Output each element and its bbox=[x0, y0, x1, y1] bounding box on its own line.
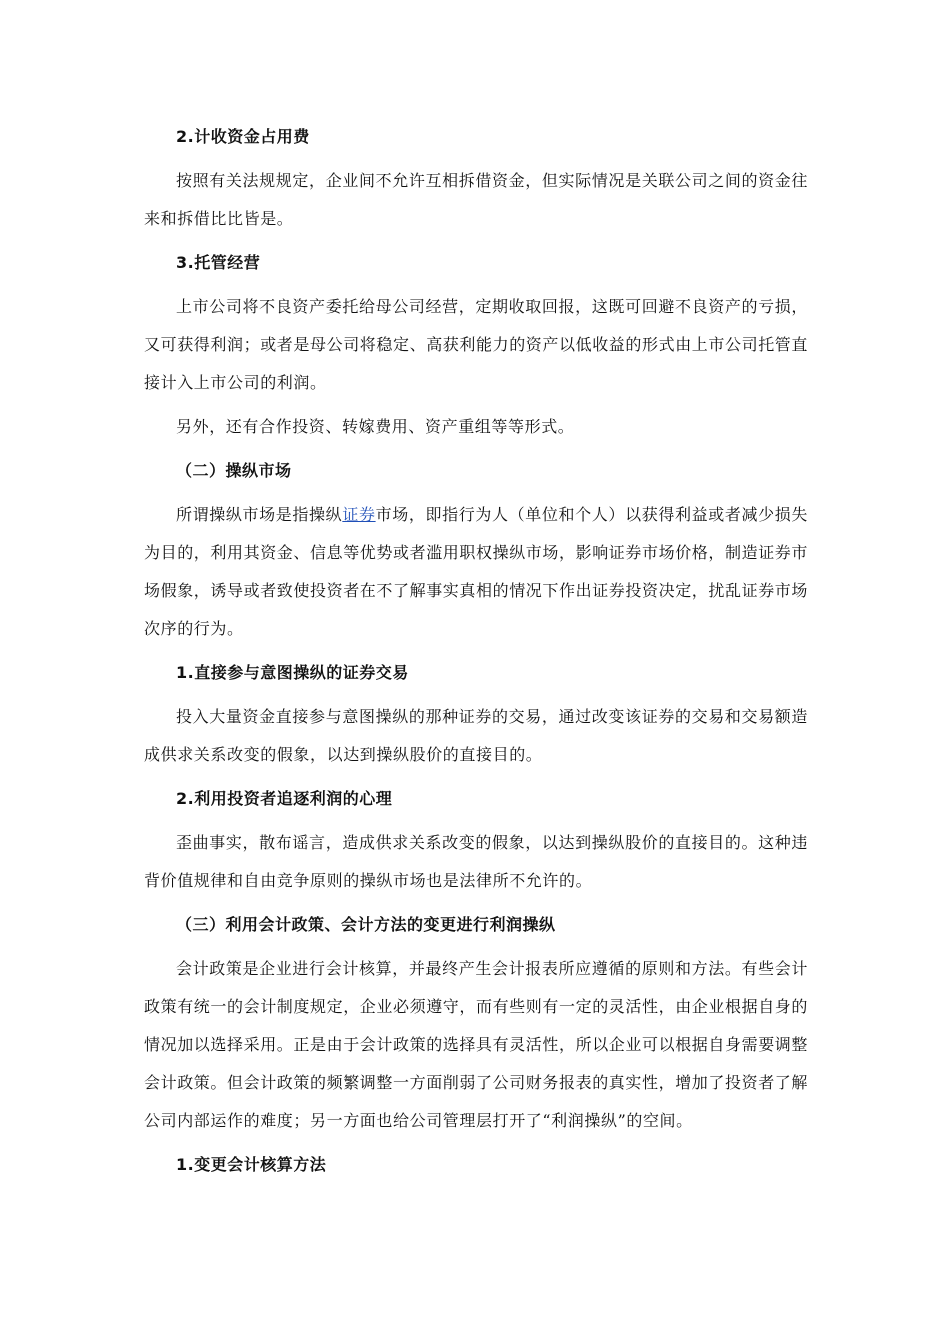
market-text-end: 市场，即指行为人（单位和个人）以获得利益或者减少损失为目的，利用其资金、信息等优势或者滥用职权操纵市场，影响证券市场价格，制造证券市场假象，诱导或者致使投资者在不了解事实真相的情况下作出证券投资决定，扰乱证券市场次序的行为。 bbox=[144, 505, 809, 638]
securities-link[interactable]: 证券 bbox=[342, 505, 376, 524]
heading-trust-management: 3.托管经营 bbox=[176, 253, 261, 272]
document-page bbox=[144, 118, 808, 1190]
heading-fund-fee: 2.计收资金占用费 bbox=[176, 127, 310, 146]
paragraph-trust-management: 上市公司将不良资产委托给母公司经营，定期收取回报，这既可回避不良资产的亏损，又可获得利润；或者是母公司将稳定、高获利能力的资产以低收益的形式由上市公司托管直接计入上市公司的利润。 bbox=[144, 297, 809, 392]
paragraph-other-forms: 另外，还有合作投资、转嫁费用、资产重组等等形式。 bbox=[176, 417, 575, 436]
paragraph-fund-fee: 按照有关法规规定，企业间不允许互相拆借资金，但实际情况是关联公司之间的资金往来和拆借比比皆是。 bbox=[144, 171, 808, 228]
heading-market-manipulation: （二）操纵市场 bbox=[176, 461, 292, 480]
heading-direct-trading: 1.直接参与意图操纵的证券交易 bbox=[176, 663, 409, 682]
heading-investor-psychology: 2.利用投资者追逐利润的心理 bbox=[176, 789, 393, 808]
heading-accounting-policy: （三）利用会计政策、会计方法的变更进行利润操纵 bbox=[176, 915, 556, 934]
paragraph-investor-psychology: 歪曲事实，散布谣言，造成供求关系改变的假象，以达到操纵股价的直接目的。这种违背价值规律和自由竞争原则的操纵市场也是法律所不允许的。 bbox=[144, 833, 808, 890]
paragraph-accounting-policy: 会计政策是企业进行会计核算，并最终产生会计报表所应遵循的原则和方法。有些会计政策有统一的会计制度规定，企业必须遵守，而有些则有一定的灵活性，由企业根据自身的情况加以选择采用。正是由于会计政策的选择具有灵活性，所以企业可以根据自身需要调整会计政策。但会计政策的频繁调整一方面削弱了公司财务报表的真实性，增加了投资者了解公司内部运作的难度；另一方面也给公司管理层打开了“利润操纵”的空间。 bbox=[144, 959, 809, 1130]
heading-accounting-method: 1.变更会计核算方法 bbox=[176, 1155, 327, 1174]
market-text-start: 所谓操纵市场是指操纵 bbox=[176, 505, 343, 524]
paragraph-direct-trading: 投入大量资金直接参与意图操纵的那种证券的交易，通过改变该证券的交易和交易额造成供求关系改变的假象，以达到操纵股价的直接目的。 bbox=[144, 707, 808, 764]
paragraph-market-manipulation bbox=[144, 496, 808, 648]
